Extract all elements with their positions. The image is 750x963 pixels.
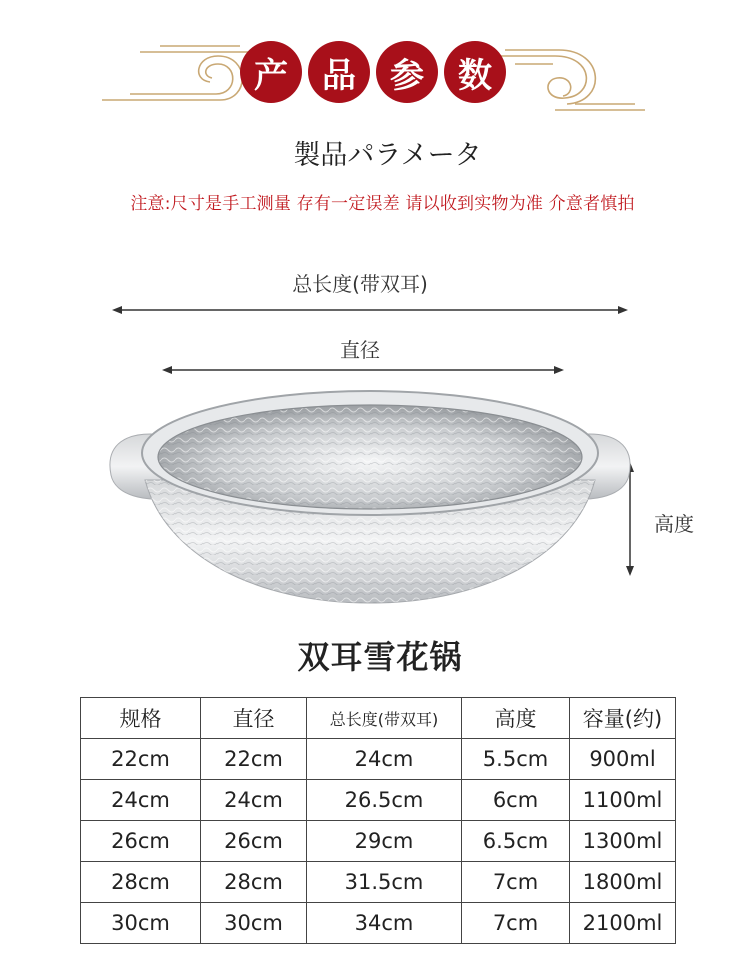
table-cell: 22cm bbox=[201, 739, 307, 780]
table-cell: 1800ml bbox=[570, 862, 676, 903]
measurement-note: 注意:尺寸是手工测量 存有一定误差 请以收到实物为准 介意者慎拍 bbox=[130, 194, 635, 214]
table-cell: 30cm bbox=[81, 903, 201, 944]
table-row bbox=[81, 780, 676, 821]
table-cell: 28cm bbox=[201, 862, 307, 903]
header-height: 高度 bbox=[462, 698, 570, 739]
title-char-3: 参 bbox=[376, 41, 438, 103]
table-cell: 1300ml bbox=[570, 821, 676, 862]
table-cell: 28cm bbox=[81, 862, 201, 903]
table-cell: 31.5cm bbox=[307, 862, 462, 903]
spec-table bbox=[80, 697, 676, 944]
table-row bbox=[81, 903, 676, 944]
table-cell: 24cm bbox=[81, 780, 201, 821]
product-title: 双耳雪花锅 bbox=[297, 638, 463, 676]
total-length-arrow bbox=[110, 302, 630, 318]
table-cell: 7cm bbox=[462, 862, 570, 903]
table-cell: 24cm bbox=[201, 780, 307, 821]
subtitle: 製品パラメータ bbox=[293, 140, 482, 171]
total-length-label: 总长度(带双耳) bbox=[292, 272, 428, 296]
table-cell: 26.5cm bbox=[307, 780, 462, 821]
title-char-1: 产 bbox=[240, 41, 302, 103]
title-char-4: 数 bbox=[444, 41, 506, 103]
table-cell: 5.5cm bbox=[462, 739, 570, 780]
table-cell: 2100ml bbox=[570, 903, 676, 944]
table-cell: 29cm bbox=[307, 821, 462, 862]
decorative-swirl-left bbox=[100, 36, 260, 108]
table-cell: 1100ml bbox=[570, 780, 676, 821]
table-cell: 900ml bbox=[570, 739, 676, 780]
height-label: 高度 bbox=[654, 512, 694, 536]
header-capacity: 容量(约) bbox=[570, 698, 676, 739]
table-cell: 6cm bbox=[462, 780, 570, 821]
table-cell: 22cm bbox=[81, 739, 201, 780]
diameter-arrow bbox=[160, 362, 566, 378]
table-cell: 24cm bbox=[307, 739, 462, 780]
table-cell: 6.5cm bbox=[462, 821, 570, 862]
header-total-length: 总长度(带双耳) bbox=[307, 698, 462, 739]
table-header-row bbox=[81, 698, 676, 739]
header-diameter: 直径 bbox=[201, 698, 307, 739]
diameter-label: 直径 bbox=[340, 338, 380, 362]
table-row bbox=[81, 821, 676, 862]
table-row bbox=[81, 739, 676, 780]
title-char-2: 品 bbox=[308, 41, 370, 103]
table-cell: 34cm bbox=[307, 903, 462, 944]
hotpot-image bbox=[105, 385, 635, 615]
table-cell: 26cm bbox=[81, 821, 201, 862]
header-spec: 规格 bbox=[81, 698, 201, 739]
table-cell: 7cm bbox=[462, 903, 570, 944]
decorative-swirl-right bbox=[495, 36, 655, 116]
table-row bbox=[81, 862, 676, 903]
table-cell: 30cm bbox=[201, 903, 307, 944]
table-cell: 26cm bbox=[201, 821, 307, 862]
